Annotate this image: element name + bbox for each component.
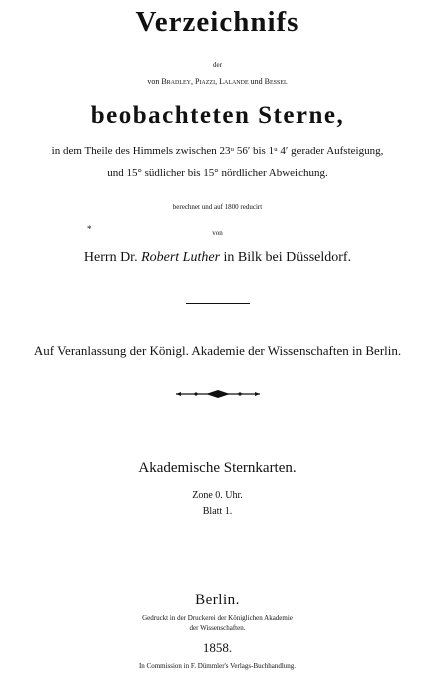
word-von: von (212, 229, 223, 237)
observers-und: und (250, 77, 263, 86)
author-name: Robert Luther (141, 250, 221, 265)
ornament-divider (176, 389, 260, 399)
zone-label: Zone 0. Uhr. (192, 490, 243, 501)
observer-piazzi: Piazzi (194, 77, 216, 86)
publication-year: 1858. (202, 640, 233, 655)
author-prefix: Herrn Dr. (83, 250, 138, 265)
city: Berlin. (195, 592, 240, 608)
observer-bessel: Bessel (264, 77, 288, 86)
divider-rule (186, 303, 250, 304)
printer-line-2: der Wissenschaften. (189, 624, 246, 632)
asterisk-mark: * (87, 224, 92, 234)
observers-von: von (147, 77, 160, 86)
printer-line-1: Gedruckt in der Druckerei der Königlichen Akademie (142, 614, 293, 622)
sky-region-line-1: in dem Theile des Himmels zwischen 23ᵘ 56′ bis 1ᵘ 4′ gerader Aufsteigung, (51, 145, 384, 157)
sky-region-line-2: und 15° südlicher bis 15° nördlicher Abweichung. (107, 167, 328, 179)
series-title: Akademische Sternkarten. (138, 460, 297, 476)
main-title: Verzeichnifs (135, 6, 300, 38)
observers-line: von Bradley, Piazzi, Lalande und Bessel (147, 77, 288, 86)
word-der: der (213, 61, 222, 69)
commission-line: In Commission in F. Dümmler's Verlags-Buchhandlung. (138, 662, 297, 670)
observer-lalande: Lalande (219, 77, 249, 86)
computed-note: berechnet und auf 1800 reducirt (172, 203, 263, 211)
subtitle: beobachteten Sterne, (90, 102, 345, 129)
sheet-label: Blatt 1. (202, 506, 233, 517)
observer-bradley: Bradley (161, 77, 191, 86)
author-suffix: in Bilk bei Düsseldorf. (223, 250, 352, 265)
academy-line: Auf Veranlassung der Königl. Akademie der Wissenschaften in Berlin. (33, 343, 402, 358)
author-line (0, 250, 435, 266)
